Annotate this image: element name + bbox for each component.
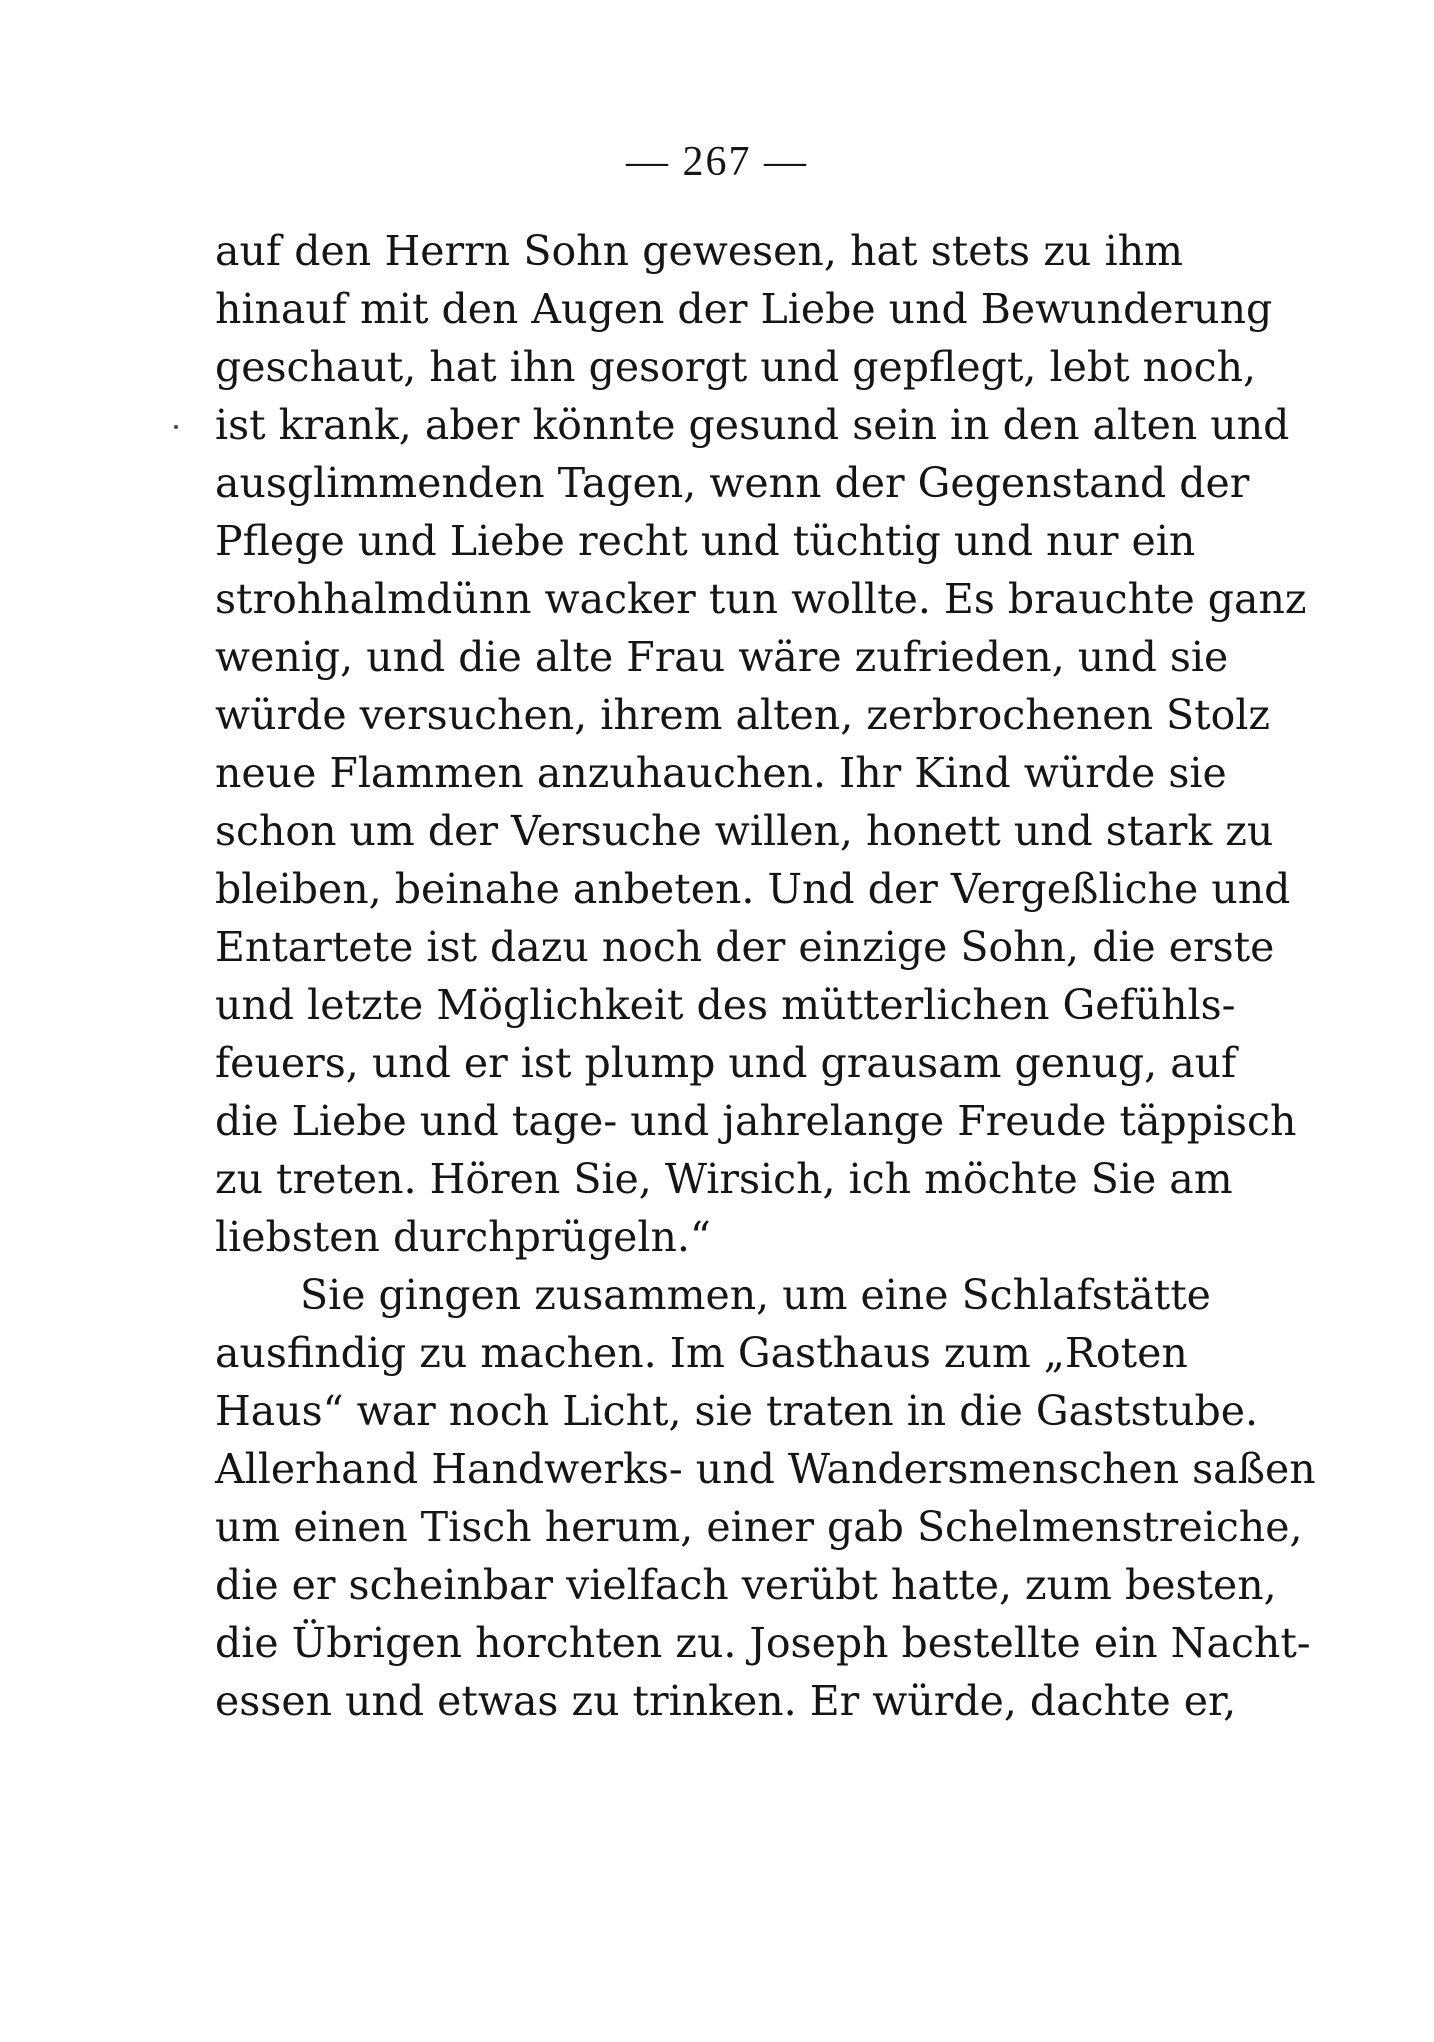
text-line: liebsten durchprügeln.“: [215, 1213, 711, 1261]
text-line: bleiben, beinahe anbeten. Und der Vergeßliche und: [215, 865, 1291, 913]
text-line: strohhalmdünn wacker tun wollte. Es brauchte ganz: [215, 575, 1307, 623]
text-line: ist krank, aber könnte gesund sein in den alten und: [215, 401, 1290, 449]
text-line: wenig, und die alte Frau wäre zufrieden, und sie: [215, 633, 1229, 681]
paragraph-start-line: Sie gingen zusammen, um eine Schlafstätte: [300, 1271, 1211, 1319]
text-line: Allerhand Handwerks- und Wandersmenschen saßen: [215, 1445, 1316, 1493]
text-line: ausglimmenden Tagen, wenn der Gegenstand der: [215, 459, 1250, 507]
margin-mark: [174, 425, 178, 429]
text-line: schon um der Versuche willen, honett und stark zu: [215, 807, 1274, 855]
body-text: [215, 222, 1316, 1730]
text-line: Haus“ war noch Licht, sie traten in die Gaststube.: [215, 1387, 1259, 1435]
text-line: die Liebe und tage- und jahrelange Freude täppisch: [215, 1097, 1297, 1145]
text-line: auf den Herrn Sohn gewesen, hat stets zu ihm: [215, 227, 1183, 275]
text-line: die er scheinbar vielfach verübt hatte, zum besten,: [215, 1561, 1277, 1609]
text-line: Pflege und Liebe recht und tüchtig und nur ein: [215, 517, 1196, 565]
text-line: neue Flammen anzuhauchen. Ihr Kind würde sie: [215, 749, 1227, 797]
page-number: — 267 —: [626, 139, 808, 185]
text-line: ausfindig zu machen. Im Gasthaus zum „Roten: [215, 1329, 1188, 1377]
text-line: essen und etwas zu trinken. Er würde, dachte er,: [215, 1677, 1237, 1725]
text-line: feuers, und er ist plump und grausam genug, auf: [215, 1039, 1237, 1087]
text-line: um einen Tisch herum, einer gab Schelmenstreiche,: [215, 1503, 1303, 1551]
text-line: zu treten. Hören Sie, Wirsich, ich möchte Sie am: [215, 1155, 1233, 1203]
text-line: Entartete ist dazu noch der einzige Sohn, die erste: [215, 923, 1275, 971]
text-line: die Übrigen horchten zu. Joseph bestellte ein Nacht-: [215, 1619, 1311, 1667]
text-line: und letzte Möglichkeit des mütterlichen Gefühls-: [215, 981, 1236, 1029]
text-line: hinauf mit den Augen der Liebe und Bewunderung: [215, 285, 1273, 333]
text-line: würde versuchen, ihrem alten, zerbrochenen Stolz: [215, 691, 1270, 739]
text-line: geschaut, hat ihn gesorgt und gepflegt, lebt noch,: [215, 343, 1257, 391]
